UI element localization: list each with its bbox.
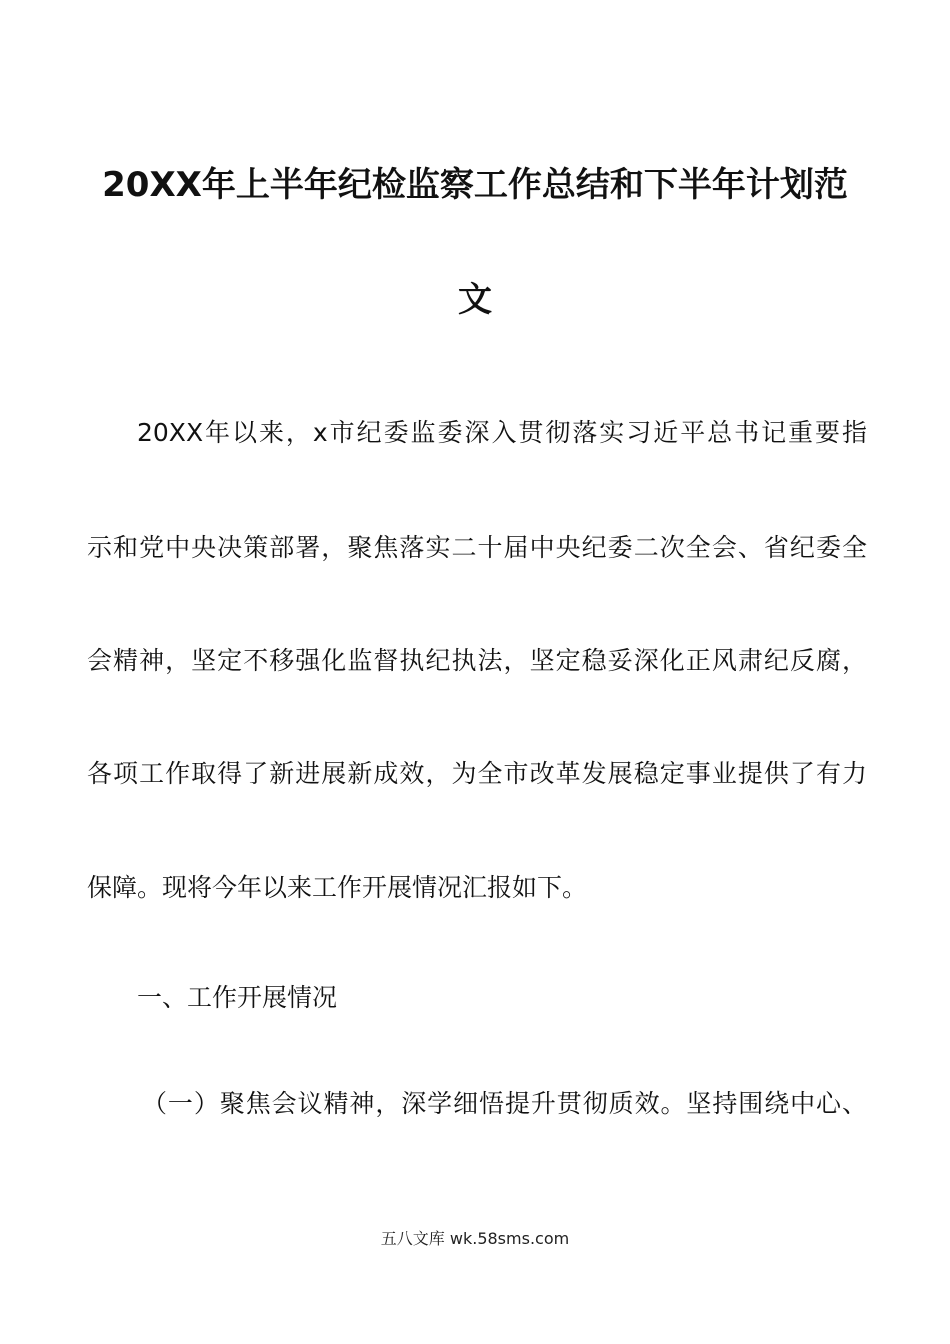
subsection-line: （一）聚焦会议精神，深学细悟提升贯彻质效。坚持围绕中心、 bbox=[142, 1089, 867, 1118]
body-paragraph-line-4: 各项工作取得了新进展新成效，为全市改革发展稳定事业提供了有力 bbox=[87, 759, 867, 788]
document-title-line-2: 文 bbox=[458, 280, 492, 320]
footer-watermark: 五八文库 wk.58sms.com bbox=[380, 1229, 570, 1248]
body-paragraph-line-5: 保障。现将今年以来工作开展情况汇报如下。 bbox=[87, 873, 588, 902]
body-paragraph-line-2: 示和党中央决策部署，聚焦落实二十届中央纪委二次全会、省纪委全 bbox=[87, 533, 867, 562]
document-title-line-1: 20XX年上半年纪检监察工作总结和下半年计划范 bbox=[102, 165, 848, 205]
section-heading: 一、工作开展情况 bbox=[137, 983, 338, 1012]
body-paragraph-line-3: 会精神，坚定不移强化监督执纪执法，坚定稳妥深化正风肃纪反腐， bbox=[87, 646, 867, 675]
body-paragraph-line-1: 20XX年以来，x市纪委监委深入贯彻落实习近平总书记重要指 bbox=[137, 418, 867, 447]
